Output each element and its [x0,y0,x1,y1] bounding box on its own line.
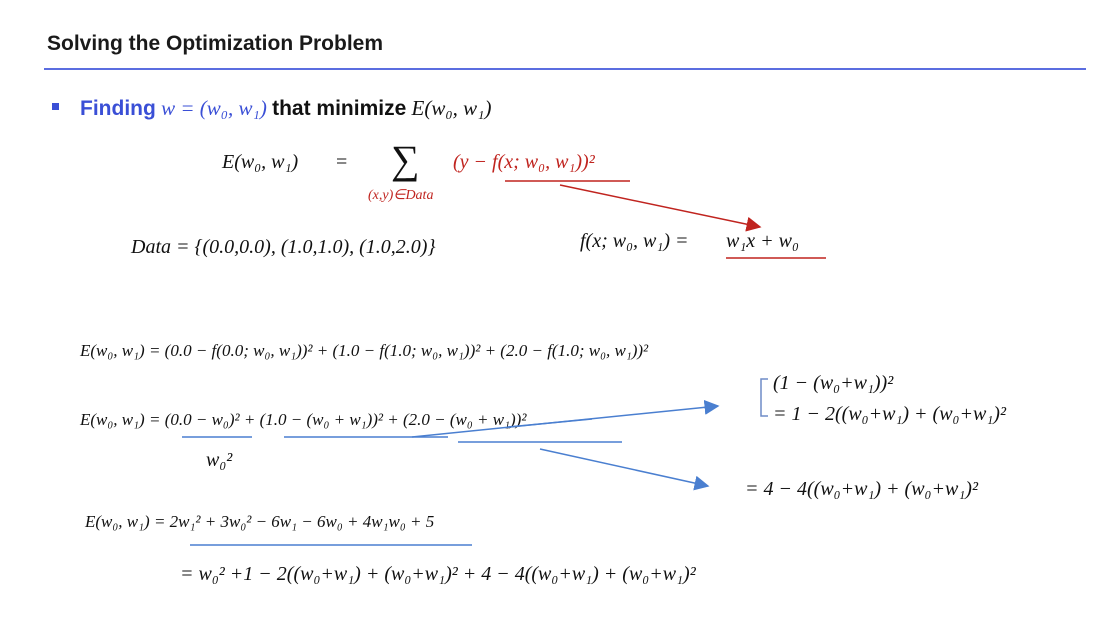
expansion-2-lhs: E(w₀, w₁) = [80,410,161,429]
sum-summand: (y − f(x; w₀, w₁))² [453,151,595,173]
sigma-symbol: ∑ [391,137,420,182]
sum-equals: = [336,151,348,173]
blue-arrow-upper [412,406,718,437]
red-arrow [560,185,760,227]
model-lhs: f(x; w₀, w₁) = [580,230,689,252]
expansion-2-term1: (0.0 − w₀)² [164,410,240,429]
expansion-line-1: E(w₀, w₁) = (0.0 − f(0.0; w₀, w₁))² + (1.0 − f(1.0; w₀, w₁))² + (2.0 − f(1.0; w₀, w₁))² [80,341,649,360]
annotation-right-2: = 4 − 4((w₀+w₁) + (w₀+w₁)² [745,478,978,500]
w-definition: w = (w₀, w₁) [161,96,267,120]
annotation-bracket [761,379,768,416]
objective-symbol: E(w₀, w₁) [411,96,492,120]
expansion-2-term3: (2.0 − (w₀ + w₁))² [402,410,527,429]
data-definition: Data = {(0.0,0.0), (1.0,1.0), (1.0,2.0)} [131,236,436,258]
final-e-equation: E(w₀, w₁) = 2w₁² + 3w₀² − 6w₁ − 6w₀ + 4w₁w₀ + 5 [85,512,435,531]
page-title: Solving the Optimization Problem [47,32,384,55]
expansion-2-plus1: + [243,410,256,429]
blue-arrow-lower [540,449,708,486]
model-rhs: w₁x + w₀ [726,230,799,252]
expansion-2-plus2: + [387,410,399,429]
expansion-2-term2: (1.0 − (w₀ + w₁))² [259,410,383,429]
annotation-right-1a: (1 − (w₀+w₁))² [773,372,894,394]
final-expansion: = w₀² +1 − 2((w₀+w₁) + (w₀+w₁)² + 4 − 4((w₀+w₁) + (w₀+w₁)² [180,563,696,585]
finding-word: Finding [80,97,156,120]
annotation-w0-squared: w₀² [206,449,233,471]
sum-subscript: (x,y)∈Data [368,188,434,203]
annotation-right-1b: = 1 − 2((w₀+w₁) + (w₀+w₁)² [773,403,1006,425]
that-minimize-text: that minimize [272,97,407,120]
sum-lhs: E(w₀, w₁) [222,151,299,173]
